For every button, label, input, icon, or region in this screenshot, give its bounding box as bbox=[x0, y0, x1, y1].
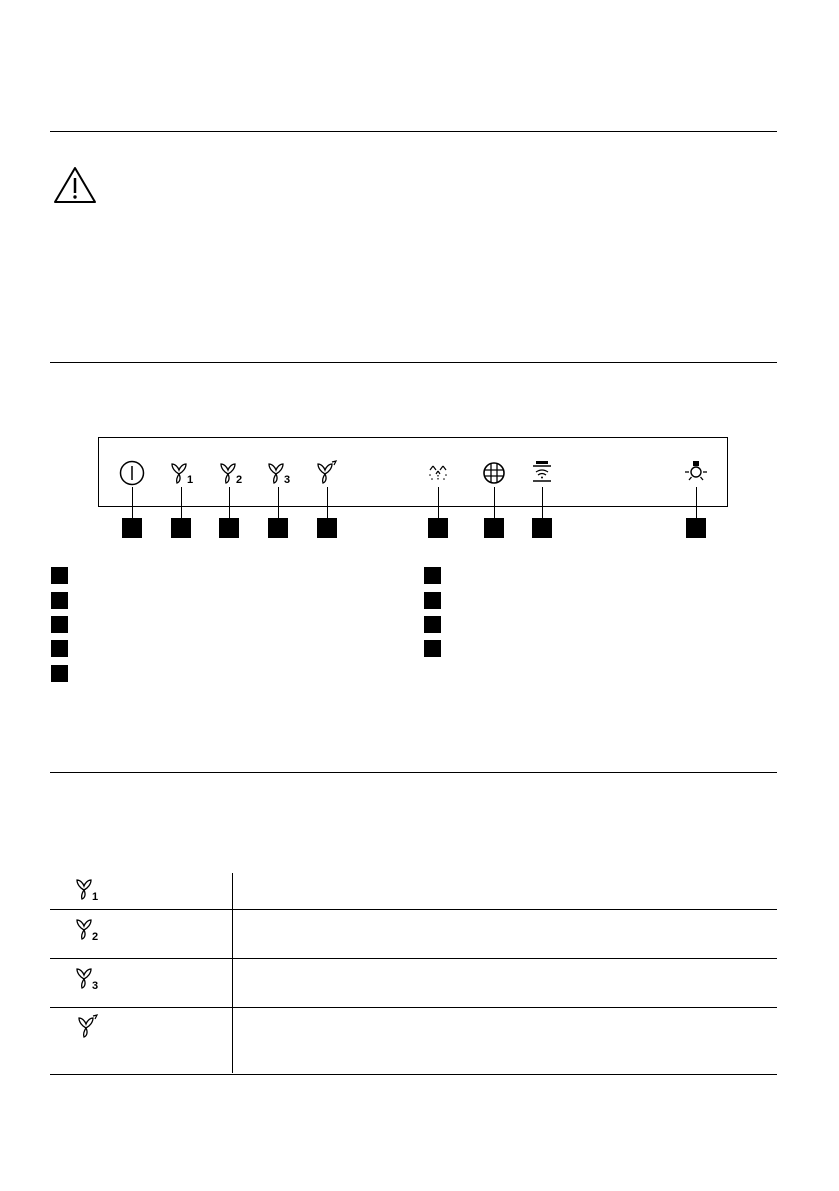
legend-marker bbox=[51, 592, 68, 609]
fan-speed-3-icon bbox=[74, 965, 100, 991]
fan-speed-2-icon[interactable] bbox=[218, 460, 244, 486]
leader-line bbox=[229, 487, 230, 519]
section-divider-fan bbox=[50, 772, 777, 773]
fan-speed-1-icon[interactable] bbox=[169, 460, 195, 486]
callout-marker-fan-speed-2 bbox=[219, 518, 239, 538]
leader-line bbox=[494, 487, 495, 519]
section-divider-top bbox=[50, 131, 777, 132]
svg-text:3: 3 bbox=[284, 474, 291, 486]
table-row bbox=[50, 959, 777, 1008]
callout-marker-breeze bbox=[428, 518, 448, 538]
legend-marker bbox=[424, 592, 441, 609]
legend-marker bbox=[51, 616, 68, 633]
grease-filter-icon[interactable] bbox=[481, 460, 507, 486]
leader-line bbox=[278, 487, 279, 519]
svg-text:2: 2 bbox=[236, 474, 243, 486]
legend-marker bbox=[51, 567, 68, 584]
legend-marker bbox=[51, 640, 68, 657]
leader-line bbox=[181, 487, 182, 519]
callout-marker-hob2hood bbox=[532, 518, 552, 538]
legend-marker bbox=[51, 665, 68, 682]
callout-marker-fan-boost bbox=[317, 518, 337, 538]
hob2hood-icon[interactable] bbox=[529, 460, 555, 486]
light-icon[interactable] bbox=[683, 460, 709, 486]
leader-line bbox=[542, 487, 543, 519]
fan-speed-table bbox=[50, 873, 777, 1075]
fan-boost-icon[interactable] bbox=[313, 460, 339, 486]
svg-text:3: 3 bbox=[92, 980, 99, 991]
table-row bbox=[50, 910, 777, 959]
power-icon[interactable] bbox=[119, 460, 145, 486]
legend-marker bbox=[424, 567, 441, 584]
legend-marker bbox=[424, 616, 441, 633]
table-row bbox=[50, 1008, 777, 1075]
svg-text:2: 2 bbox=[92, 931, 99, 942]
callout-marker-light bbox=[686, 518, 706, 538]
fan-speed-3-icon[interactable] bbox=[266, 460, 292, 486]
leader-line bbox=[327, 487, 328, 519]
leader-line bbox=[132, 487, 133, 519]
svg-text:1: 1 bbox=[92, 891, 99, 902]
callout-marker-grease-filter bbox=[484, 518, 504, 538]
section-divider-panel bbox=[50, 362, 777, 363]
table-row bbox=[50, 873, 777, 910]
callout-marker-power bbox=[122, 518, 142, 538]
leader-line bbox=[696, 487, 697, 519]
warning-triangle-icon bbox=[53, 166, 97, 204]
fan-speed-2-icon bbox=[74, 916, 100, 942]
fan-speed-1-icon bbox=[74, 876, 100, 902]
callout-marker-fan-speed-1 bbox=[171, 518, 191, 538]
callout-marker-fan-speed-3 bbox=[268, 518, 288, 538]
legend-marker bbox=[424, 640, 441, 657]
leader-line bbox=[438, 487, 439, 519]
fan-boost-icon bbox=[74, 1014, 100, 1040]
breeze-icon[interactable] bbox=[425, 460, 451, 486]
svg-text:1: 1 bbox=[187, 474, 194, 486]
